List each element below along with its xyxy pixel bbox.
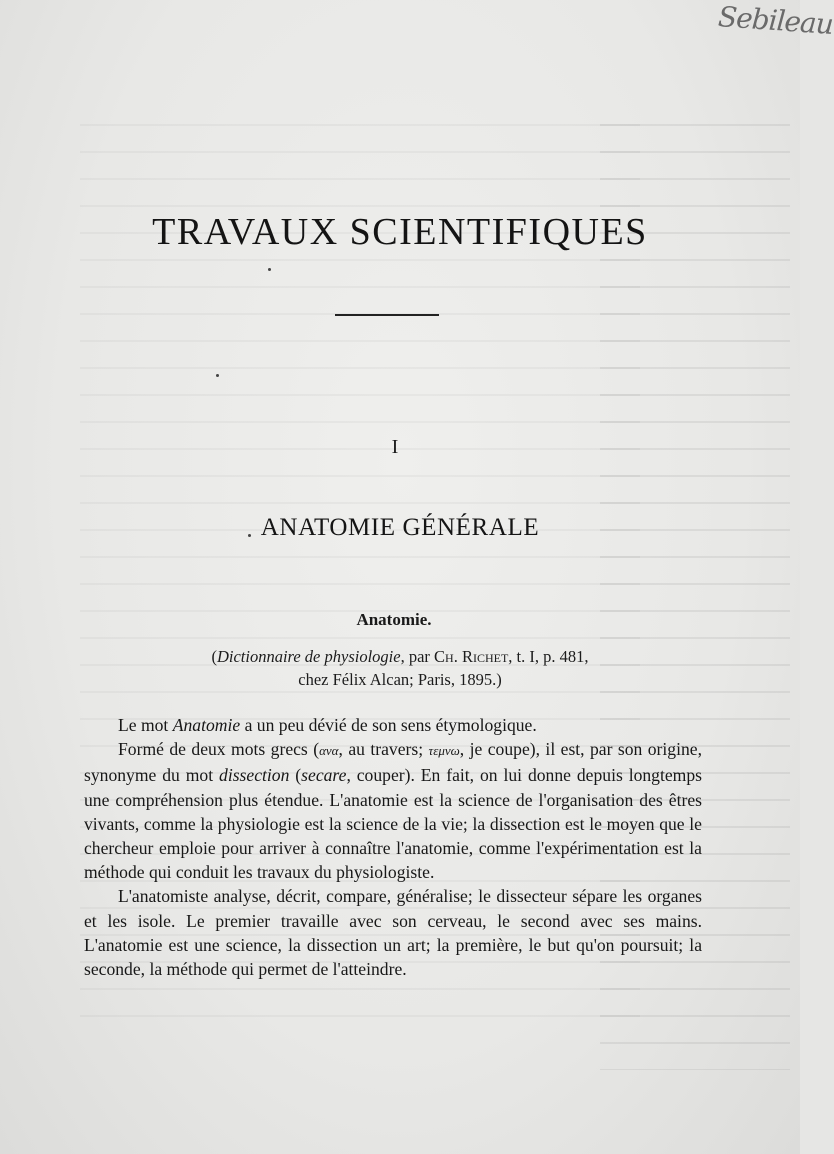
paragraph-1: [84, 713, 702, 737]
page-title: TRAVAUX SCIENTIFIQUES: [152, 211, 648, 253]
p2-text-b: , au travers;: [338, 739, 429, 760]
citation-open-paren: (: [211, 647, 217, 666]
p1-text-c: a un peu dévié de son sens étymologique.: [240, 715, 537, 735]
paragraph-3: L'anatomiste analyse, décrit, compare, généralise; le dissecteur sépare les organes et les isole. Le premier travaille avec son cerveau, le second avec ses mains. L'anatomie est une science, la dissection un art; la première, le but qu'on poursuit; la seconde, la méthode qui permet de l'atteindre.: [84, 886, 702, 980]
citation-comma: ,: [400, 647, 405, 666]
citation-details: , t. I, p. 481,: [508, 647, 589, 666]
citation-author: Ch. Richet: [434, 647, 509, 666]
p2-text-g: , couper). En fait, on lui donne depuis longtemps une compréhension plus étendue. L'anatomie est la science de l'organisation des êtres vivants, comme la physiologie est la science de la vie; la dissection est le moyen que le chercheur emploie pour arriver à connaître l'anatomie, comme l'expérimentation est la méthode qui conduit les travaux du physiologiste.: [84, 765, 703, 883]
handwritten-signature: Sebileau: [716, 0, 834, 41]
p1-term-anatomie: Anatomie: [172, 715, 241, 735]
p2-greek-temno: τεμνω: [428, 743, 460, 759]
body-text: [84, 713, 702, 981]
section-title: ANATOMIE GÉNÉRALE: [260, 514, 540, 541]
section-number: I: [391, 436, 399, 458]
p2-text-c: , je coupe), il est, par son origine, synonyme du mot: [84, 739, 702, 786]
paragraph-2: [84, 737, 702, 884]
title-divider: [335, 314, 439, 316]
p2-greek-ana: ανα: [319, 743, 339, 759]
citation-publisher: chez Félix Alcan; Paris, 1895.): [298, 670, 502, 689]
p2-text-e: (: [289, 765, 302, 786]
p2-text-a: Formé de deux mots grecs (: [118, 739, 320, 760]
subsection-title: Anatomie.: [356, 610, 432, 629]
speck: [248, 534, 251, 537]
speck: [268, 268, 271, 271]
citation-par: par: [404, 647, 435, 666]
p2-term-dissection: dissection: [219, 765, 290, 786]
p2-term-secare: secare: [301, 765, 347, 786]
citation: [150, 645, 650, 691]
speck: [216, 374, 219, 377]
citation-work: Dictionnaire de physiologie: [216, 647, 401, 666]
p1-text-a: Le mot: [118, 715, 173, 735]
